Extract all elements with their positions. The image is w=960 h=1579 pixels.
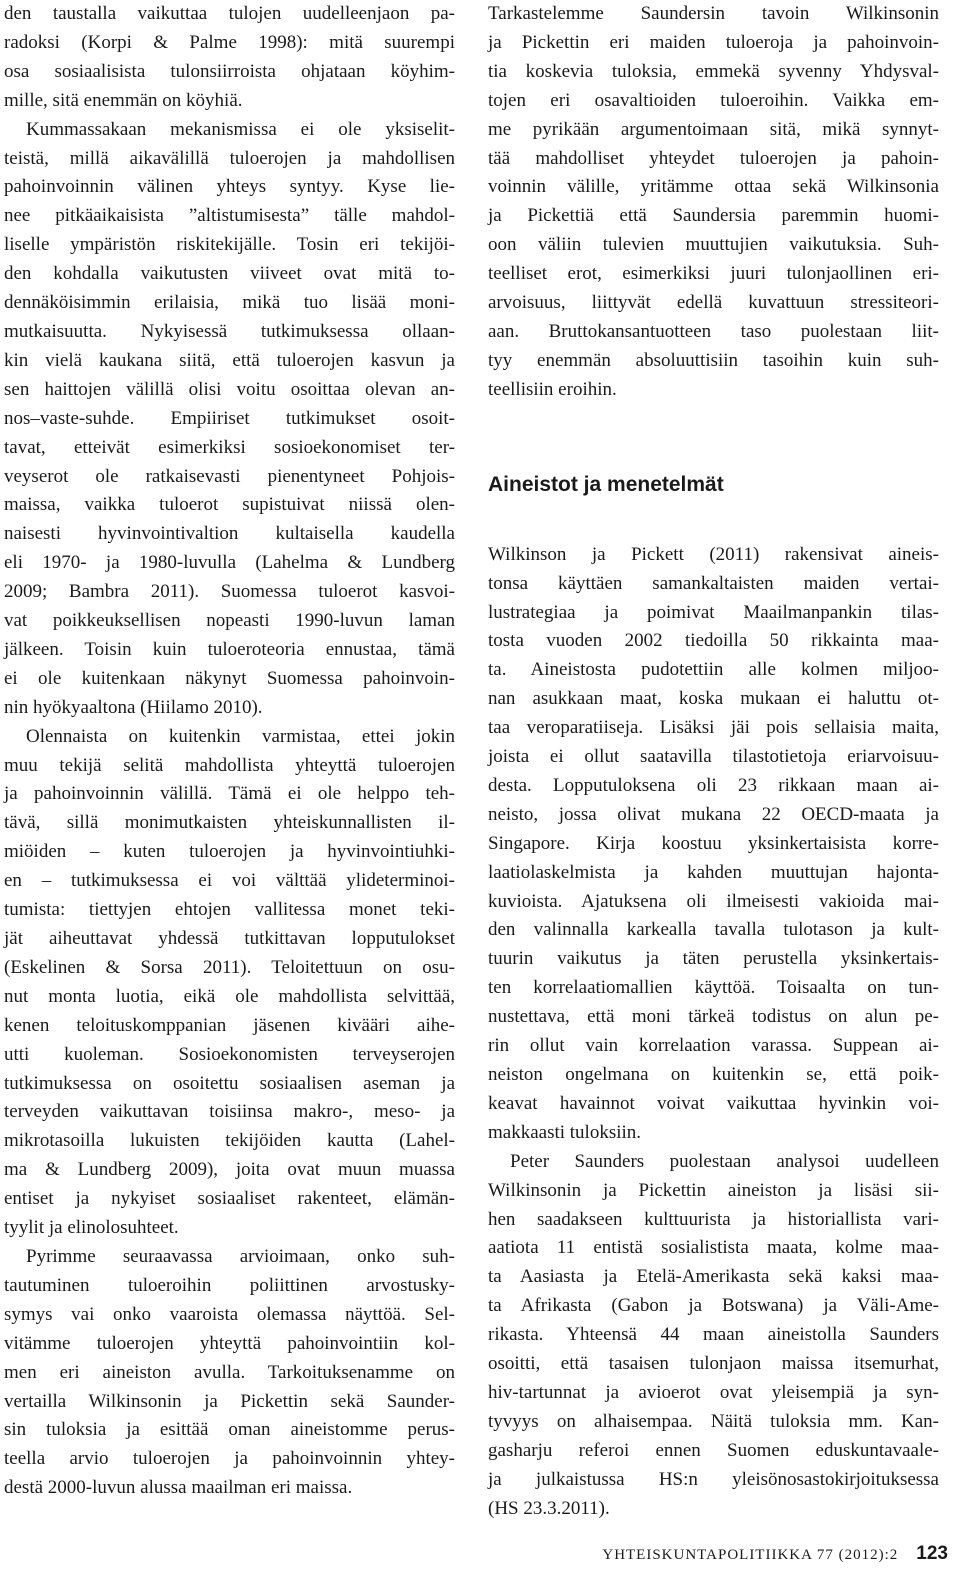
- text-line: arvoisuus, liittyvät edellä kuvattuun stressiteori-: [488, 292, 939, 314]
- text-line: liselle ympäristön riskitekijälle. Tosin eri tekijöi-: [4, 234, 455, 256]
- text-line: gasharju referoi ennen Suomen eduskuntavaale-: [488, 1439, 939, 1461]
- text-line: teellisiin eroihin.: [488, 378, 617, 400]
- right-column: [488, 0, 939, 1524]
- page-number: 123: [916, 1543, 948, 1564]
- paragraph: [4, 0, 455, 723]
- journal-citation: YHTEISKUNTAPOLITIIKKA 77 (2012):2: [602, 1547, 899, 1563]
- text-line: teella arvio tuloerojen ja pahoinvoinnin yhtey-: [4, 1448, 455, 1470]
- text-line: den taustalla vaikuttaa tulojen uudelleenjaon pa-: [4, 3, 455, 24]
- text-line: ta. Aineistosta pudotettiin alle kolmen miljoo-: [488, 659, 939, 681]
- text-line: ja pahoinvoinnin välillä. Tämä ei ole helppo teh-: [4, 783, 455, 805]
- text-line: Peter Saunders puolestaan analysoi uudelleen: [510, 1150, 939, 1172]
- text-line: neiston ongelmana on kuitenkin se, että poik-: [488, 1064, 939, 1085]
- text-line: eli 1970- ja 1980-luvulla (Lahelma & Lundberg: [4, 552, 455, 574]
- text-line: mille, sitä enemmän on köyhiä.: [4, 89, 243, 111]
- text-line: tojen eri osavaltioiden tuloeroihin. Vaikka em-: [488, 89, 939, 111]
- text-line: tyvyys on alhaisempaa. Näitä tuloksia mm. Kan-: [488, 1410, 939, 1432]
- text-line: joista ei ollut saatavilla tilastotietoja eriarvoisuu-: [488, 746, 939, 768]
- text-line: (Eskelinen & Sorsa 2011). Teloitettuun on osu-: [4, 956, 455, 978]
- text-line: ta Afrikasta (Gabon ja Botswana) ja Väli-Ame-: [488, 1295, 939, 1317]
- text-line: tää mahdolliset yhteydet tuloerojen ja pahoin-: [488, 147, 939, 169]
- text-line: Pyrimme seuraavassa arvioimaan, onko suh-: [26, 1245, 455, 1267]
- text-line: osa sosiaalisista tulonsiirroista ohjataan köyhim-: [4, 60, 455, 82]
- text-line: ja julkaistussa HS:n yleisönosastokirjoituksessa: [488, 1468, 939, 1490]
- text-line: tosta vuoden 2002 tiedoilla 50 rikkainta maa-: [488, 630, 939, 652]
- paragraph: [488, 0, 939, 405]
- text-line: ten korrelaatiomallien käyttöä. Toisaalta on tun-: [488, 977, 939, 999]
- text-line: maissa, vaikka tuloerot supistuivat niissä olen-: [4, 494, 455, 516]
- text-line: men eri aineiston avulla. Tarkoituksenamme on: [4, 1361, 455, 1383]
- text-line: nee pitkäaikaisista ”altistumisesta” tälle mahdol-: [4, 205, 455, 227]
- section-heading: Aineistot ja menetelmät: [488, 472, 724, 496]
- text-line: terveyden vaikuttavan toisiinsa makro-, meso- ja: [4, 1101, 455, 1123]
- text-line: jälkeen. Toisin kuin tuloeroteoria ennustaa, tämä: [4, 638, 455, 660]
- text-line: nin hyökyaaltona (Hiilamo 2010).: [4, 696, 263, 718]
- paragraph: [488, 541, 939, 1148]
- text-line: (HS 23.3.2011).: [488, 1497, 610, 1519]
- text-line: makkaasti tuloksiin.: [488, 1121, 642, 1143]
- text-line: rin ollut vain korrelaation varassa. Suppean ai-: [488, 1035, 939, 1057]
- text-line: tonsa käyttäen samankaltaisten maiden vertai-: [488, 572, 939, 594]
- text-line: kenen teloituskomppanian jäsenen kivääri aihe-: [4, 1014, 455, 1036]
- text-line: nustettava, että moni tärkeä todistus on alun pe-: [488, 1006, 939, 1028]
- text-line: Wilkinson ja Pickett (2011) rakensivat aineis-: [488, 543, 939, 565]
- text-line: miöiden – kuten tuloerojen ja hyvinvointiuhki-: [4, 841, 455, 863]
- text-line: neisto, jossa olivat mukana 22 OECD-maata ja: [488, 803, 939, 825]
- text-line: hiv-tartunnat ja avioerot ovat yleisempiä ja syn-: [488, 1381, 939, 1403]
- text-line: hen saadakseen kulttuurista ja historiallista vari-: [488, 1208, 939, 1230]
- text-line: tutkimuksessa on osoitettu sosiaalisen aseman ja: [4, 1072, 455, 1094]
- text-line: veyserot ole ratkaisevasti pienentyneet Pohjois-: [4, 465, 455, 487]
- text-line: sen haittojen välillä olisi voitu osoittaa olevan an-: [4, 378, 455, 400]
- text-line: nan asukkaan maat, koska mukaan ei haluttu ot-: [488, 688, 939, 710]
- text-line: tautuminen tuloeroihin poliittinen arvostusky-: [4, 1274, 455, 1296]
- text-line: kuvioista. Ajatuksena oli ilmeisesti vakioida mai-: [488, 890, 939, 912]
- text-line: destä 2000-luvun alussa maailman eri maissa.: [4, 1477, 353, 1499]
- text-line: jät aiheuttavat yhdessä tutkittavan lopputulokset: [4, 928, 455, 949]
- text-line: symys vai onko vaaroista olemassa näyttöä. Sel-: [4, 1303, 455, 1325]
- text-line: naisesti hyvinvointivaltion kultaisella kaudella: [4, 523, 455, 545]
- text-line: osoitti, että tasaisen tulonjaon maissa itsemurhat,: [488, 1353, 939, 1375]
- text-line: tumista: tiettyjen ehtojen vallitessa monet teki-: [4, 899, 455, 921]
- text-line: Olennaista on kuitenkin varmistaa, ettei jokin: [26, 725, 455, 747]
- text-line: mutkaisuutta. Nykyisessä tutkimuksessa ollaan-: [4, 320, 455, 342]
- text-line: radoksi (Korpi & Palme 1998): mitä suurempi: [4, 31, 455, 53]
- text-line: entiset ja nykyiset sosiaaliset rakenteet, elämän-: [4, 1188, 455, 1210]
- page-footer: [568, 1543, 948, 1565]
- text-line: ja Pickettin eri maiden tuloeroja ja pahoinvoin-: [488, 31, 939, 53]
- text-line: tuurin vaikutus ja täten perustella yksinkertais-: [488, 948, 939, 970]
- text-line: utti kuoleman. Sosioekonomisten terveyserojen: [4, 1043, 455, 1065]
- text-line: tia koskevia tuloksia, emmekä syvenny Yhdysval-: [488, 60, 939, 82]
- text-line: pahoinvoinnin välinen yhteys syntyy. Kyse lie-: [4, 176, 455, 198]
- text-line: mikrotasoilla lukuisten tekijöiden kautta (Lahel-: [4, 1130, 455, 1152]
- text-line: me pyrikään argumentoimaan sitä, mikä synnyt-: [488, 118, 939, 140]
- text-line: vitämme tuloerojen yhteyttä pahoinvointiin kol-: [4, 1332, 455, 1354]
- text-line: Wilkinsonin ja Pickettin aineiston ja lisäsi sii-: [488, 1179, 939, 1201]
- text-line: tyy enemmän absoluuttisiin tasoihin kuin suh-: [488, 349, 939, 371]
- text-line: teistä, millä aikavälillä tuloerojen ja mahdollisen: [4, 147, 455, 169]
- text-line: den valinnalla karkealla tavalla tulotason ja kult-: [488, 919, 939, 941]
- paragraph: [488, 1148, 939, 1524]
- text-line: en – tutkimuksessa ei voi välttää ylideterminoi-: [4, 870, 455, 892]
- text-line: vat poikkeuksellisen nopeasti 1990-luvun laman: [4, 610, 455, 632]
- text-line: desta. Lopputuloksena oli 23 rikkaan maan ai-: [488, 774, 939, 796]
- text-line: oon väliin tulevien muuttujien vaikutuksia. Suh-: [488, 234, 939, 256]
- text-line: Tarkastelemme Saundersin tavoin Wilkinsonin: [488, 3, 939, 24]
- text-line: ta Aasiasta ja Etelä-Amerikasta sekä kaksi maa-: [488, 1266, 939, 1288]
- paragraph: [4, 723, 455, 1243]
- text-line: dennäköisimmin erilaisia, mikä tuo lisää moni-: [4, 292, 455, 314]
- text-line: vertailla Wilkinsonin ja Pickettin sekä Saunder-: [4, 1390, 455, 1412]
- text-line: den kohdalla vaikutusten viiveet ovat mitä to-: [4, 263, 455, 285]
- text-line: ma & Lundberg 2009), joita ovat muun muassa: [4, 1159, 455, 1181]
- text-line: sin tuloksia ja esittää oman aineistomme perus-: [4, 1419, 455, 1441]
- text-line: teelliset erot, esimerkiksi juuri tulonjaollinen eri-: [488, 263, 939, 285]
- text-line: rikasta. Yhteensä 44 maan aineistolla Saunders: [488, 1324, 939, 1346]
- text-line: laatiolaskelmista ja kahden muuttujan hajonta-: [488, 861, 939, 883]
- paragraph: [4, 1243, 455, 1503]
- text-line: keavat havainnot voivat vaikuttaa hyvinkin voi-: [488, 1092, 939, 1114]
- text-line: aan. Bruttokansantuotteen taso puolestaan liit-: [488, 320, 939, 342]
- text-line: ei ole kuitenkaan näkynyt Suomessa pahoinvoin-: [4, 667, 455, 689]
- text-line: aatiota 11 entistä sosialistista maata, kolme maa-: [488, 1237, 939, 1259]
- text-line: Kummassakaan mekanismissa ei ole yksiselit-: [26, 118, 455, 140]
- text-line: muu tekijä selitä mahdollista yhteyttä tuloerojen: [4, 754, 455, 776]
- text-line: tävä, sillä monimutkaisten yhteiskunnallisten il-: [4, 812, 455, 834]
- text-line: 2009; Bambra 2011). Suomessa tuloerot kasvoi-: [4, 581, 455, 603]
- text-line: Singapore. Kirja koostuu yksinkertaisista korre-: [488, 832, 939, 854]
- left-column: [4, 0, 455, 1503]
- text-line: taa veroparatiiseja. Lisäksi jäi pois sellaisia maita,: [488, 717, 939, 739]
- text-line: tavat, etteivät esimerkiksi sosioekonomiset ter-: [4, 436, 455, 458]
- text-line: lustrategiaa ja poimivat Maailmanpankin tilas-: [488, 601, 939, 623]
- text-line: nos–vaste-suhde. Empiiriset tutkimukset osoit-: [4, 407, 455, 429]
- text-line: tyylit ja elinolosuhteet.: [4, 1217, 179, 1239]
- text-line: kin vielä kaukana siitä, että tuloerojen kasvun ja: [4, 349, 455, 371]
- text-line: ja Pickettiä että Saundersia paremmin huomi-: [488, 205, 939, 227]
- text-line: nut monta luotia, eikä ole mahdollista selvittää,: [4, 985, 455, 1007]
- text-line: voinnin välille, yritämme ottaa sekä Wilkinsonia: [488, 176, 939, 198]
